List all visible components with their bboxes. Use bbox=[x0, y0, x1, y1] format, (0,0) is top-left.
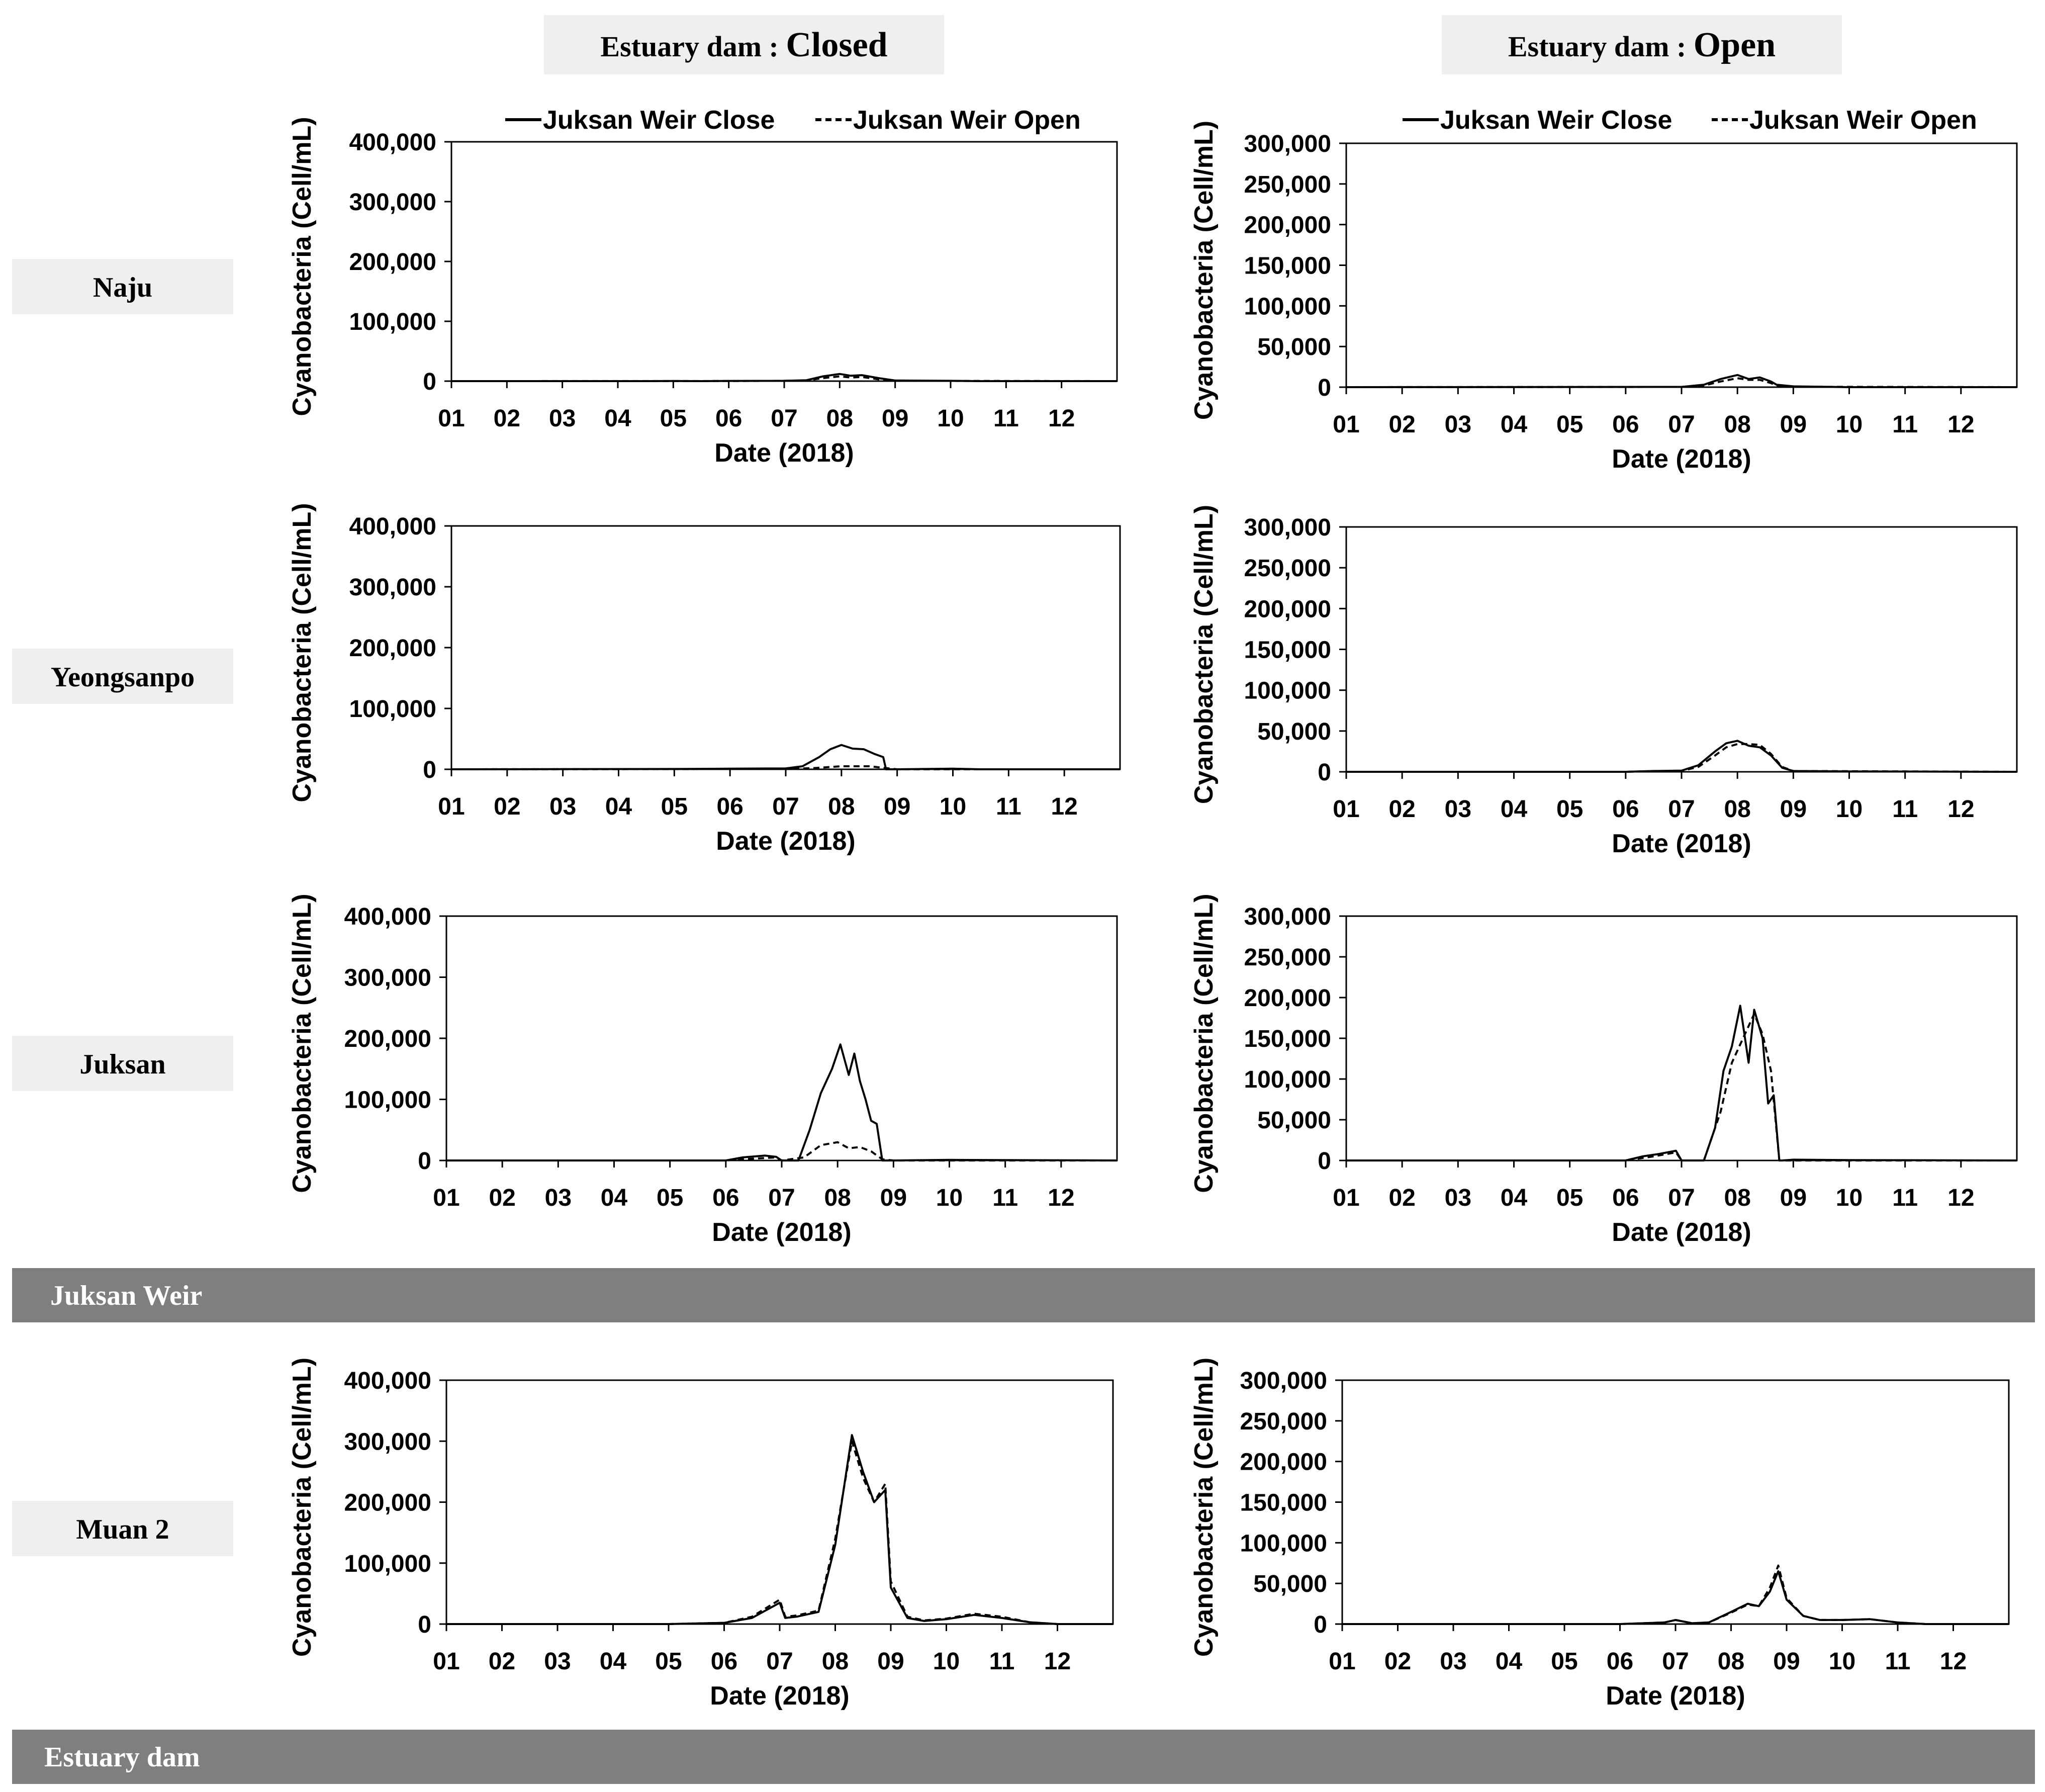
x-axis-label: Date (2018) bbox=[712, 1218, 852, 1247]
series-line-weir-close bbox=[1346, 375, 2017, 387]
y-tick-label: 100,000 bbox=[349, 309, 436, 335]
x-tick-label: 01 bbox=[1333, 411, 1360, 438]
x-tick-label: 01 bbox=[438, 793, 465, 820]
column-header-open-prefix: Estuary dam : bbox=[1508, 30, 1694, 63]
y-tick-label: 300,000 bbox=[1244, 514, 1331, 541]
x-tick-label: 05 bbox=[661, 793, 688, 820]
x-tick-label: 03 bbox=[1444, 1185, 1472, 1211]
y-tick-label: 150,000 bbox=[1244, 252, 1331, 280]
y-tick-label: 0 bbox=[418, 1611, 431, 1638]
series-line-weir-open bbox=[446, 1142, 1117, 1160]
x-axis-label: Date (2018) bbox=[1612, 829, 1751, 858]
x-tick-label: 02 bbox=[1384, 1648, 1412, 1675]
x-tick-label: 08 bbox=[821, 1648, 849, 1675]
series-line-weir-close bbox=[446, 1435, 1113, 1624]
plot-frame bbox=[1342, 1380, 2009, 1624]
y-tick-label: 200,000 bbox=[1244, 212, 1331, 239]
row-label-naju-text: Naju bbox=[92, 272, 153, 303]
section-bar-estuary-dam-text: Estuary dam bbox=[44, 1742, 200, 1773]
y-tick-label: 300,000 bbox=[1244, 131, 1331, 157]
x-tick-label: 08 bbox=[824, 1185, 851, 1211]
series-line-weir-open bbox=[1342, 1566, 2009, 1624]
y-tick-label: 400,000 bbox=[344, 1368, 431, 1394]
x-tick-label: 04 bbox=[605, 793, 632, 820]
x-axis-label: Date (2018) bbox=[716, 827, 856, 856]
x-axis-label: Date (2018) bbox=[714, 438, 854, 468]
x-tick-label: 06 bbox=[1612, 411, 1639, 438]
x-tick-label: 05 bbox=[656, 1185, 684, 1211]
x-tick-label: 02 bbox=[1388, 411, 1416, 438]
y-tick-label: 200,000 bbox=[349, 635, 436, 662]
y-axis-label: Cyanobacteria (Cell/mL) bbox=[288, 1357, 317, 1657]
section-bar-estuary-dam bbox=[12, 1730, 2035, 1784]
plot-frame bbox=[1346, 916, 2017, 1160]
x-tick-label: 02 bbox=[489, 1185, 516, 1211]
y-tick-label: 0 bbox=[1318, 375, 1331, 401]
y-tick-label: 200,000 bbox=[344, 1026, 431, 1052]
series-line-weir-open bbox=[1346, 378, 2017, 387]
x-tick-label: 12 bbox=[1939, 1648, 1967, 1675]
y-tick-label: 300,000 bbox=[1240, 1368, 1327, 1394]
x-tick-label: 08 bbox=[826, 405, 854, 432]
x-tick-label: 07 bbox=[1668, 1185, 1695, 1211]
y-tick-label: 0 bbox=[1318, 1148, 1331, 1175]
series-line-weir-open bbox=[1346, 744, 2017, 772]
x-tick-label: 08 bbox=[1717, 1648, 1745, 1675]
y-tick-label: 100,000 bbox=[1244, 1066, 1331, 1093]
x-tick-label: 06 bbox=[716, 793, 743, 820]
row-label-naju bbox=[12, 259, 233, 314]
column-header-closed bbox=[544, 15, 944, 74]
x-tick-label: 07 bbox=[1668, 796, 1695, 823]
x-tick-label: 10 bbox=[1835, 411, 1863, 438]
y-axis-label: Cyanobacteria (Cell/mL) bbox=[288, 117, 317, 416]
chart-panel-naju-closed bbox=[288, 117, 1117, 468]
x-tick-label: 12 bbox=[1044, 1648, 1071, 1675]
y-axis-label: Cyanobacteria (Cell/mL) bbox=[1189, 1357, 1219, 1657]
x-tick-label: 01 bbox=[1333, 1185, 1360, 1211]
y-tick-label: 300,000 bbox=[344, 964, 431, 992]
x-tick-label: 09 bbox=[877, 1648, 904, 1675]
series-line-weir-close bbox=[1346, 741, 2017, 772]
y-tick-label: 400,000 bbox=[349, 129, 436, 156]
y-tick-label: 250,000 bbox=[1240, 1408, 1327, 1435]
x-tick-label: 06 bbox=[1606, 1648, 1634, 1675]
x-tick-label: 09 bbox=[1773, 1648, 1800, 1675]
legend-open bbox=[1403, 106, 1977, 135]
section-bar-juksan-weir bbox=[12, 1268, 2035, 1322]
y-tick-label: 300,000 bbox=[349, 189, 436, 216]
x-tick-label: 09 bbox=[881, 405, 909, 432]
y-tick-label: 250,000 bbox=[1244, 555, 1331, 582]
plot-frame bbox=[446, 1380, 1113, 1624]
y-tick-label: 200,000 bbox=[349, 249, 436, 276]
x-tick-label: 05 bbox=[1556, 1185, 1584, 1211]
series-line-weir-open bbox=[1346, 1014, 2017, 1160]
x-tick-label: 08 bbox=[828, 793, 855, 820]
y-tick-label: 100,000 bbox=[344, 1087, 431, 1114]
section-bar-estuary-dam-fill bbox=[12, 1730, 2035, 1784]
column-header-open bbox=[1442, 15, 1842, 74]
x-tick-label: 10 bbox=[936, 1185, 963, 1211]
x-tick-label: 12 bbox=[1048, 1185, 1075, 1211]
column-header-closed-label bbox=[600, 26, 887, 64]
y-tick-label: 100,000 bbox=[349, 696, 436, 723]
y-tick-label: 200,000 bbox=[344, 1489, 431, 1516]
x-tick-label: 03 bbox=[1444, 411, 1472, 438]
section-bar-juksan-weir-text: Juksan Weir bbox=[50, 1280, 203, 1311]
series-line-weir-close bbox=[451, 745, 1120, 769]
y-tick-label: 150,000 bbox=[1244, 1026, 1331, 1052]
x-tick-label: 08 bbox=[1724, 411, 1751, 438]
chart-panel-juksan-open bbox=[1189, 893, 2017, 1247]
x-tick-label: 11 bbox=[993, 405, 1019, 432]
x-tick-label: 12 bbox=[1947, 1185, 1975, 1211]
y-tick-label: 50,000 bbox=[1257, 1107, 1331, 1134]
y-tick-label: 200,000 bbox=[1244, 596, 1331, 623]
y-tick-label: 400,000 bbox=[344, 904, 431, 930]
y-tick-label: 50,000 bbox=[1253, 1571, 1327, 1598]
y-tick-label: 100,000 bbox=[1244, 677, 1331, 704]
x-axis-label: Date (2018) bbox=[710, 1681, 850, 1711]
x-tick-label: 04 bbox=[1495, 1648, 1523, 1675]
legend-closed bbox=[505, 106, 1081, 135]
y-tick-label: 100,000 bbox=[1244, 293, 1331, 320]
y-tick-label: 0 bbox=[423, 369, 436, 395]
x-tick-label: 12 bbox=[1947, 411, 1975, 438]
x-tick-label: 09 bbox=[1780, 796, 1807, 823]
x-tick-label: 04 bbox=[599, 1648, 627, 1675]
chart-panel-juksan-closed bbox=[288, 893, 1117, 1247]
chart-panel-naju-open bbox=[1189, 121, 2017, 474]
y-tick-label: 0 bbox=[1314, 1611, 1327, 1638]
plot-frame bbox=[451, 526, 1120, 769]
x-tick-label: 04 bbox=[604, 405, 631, 432]
x-tick-label: 03 bbox=[1444, 796, 1472, 823]
y-tick-label: 50,000 bbox=[1257, 334, 1331, 361]
y-tick-label: 0 bbox=[418, 1148, 431, 1175]
x-tick-label: 05 bbox=[1551, 1648, 1578, 1675]
y-tick-label: 150,000 bbox=[1240, 1489, 1327, 1516]
y-tick-label: 200,000 bbox=[1244, 985, 1331, 1012]
x-tick-label: 07 bbox=[766, 1648, 793, 1675]
plot-frame bbox=[1346, 527, 2017, 772]
x-tick-label: 04 bbox=[1500, 411, 1528, 438]
y-axis-label: Cyanobacteria (Cell/mL) bbox=[1189, 504, 1219, 804]
x-tick-label: 10 bbox=[933, 1648, 960, 1675]
section-bar-juksan-weir-fill bbox=[12, 1268, 2035, 1322]
x-tick-label: 02 bbox=[1388, 1185, 1416, 1211]
x-tick-label: 08 bbox=[1724, 796, 1751, 823]
legend-open-entry-solid: Juksan Weir Close bbox=[1440, 106, 1672, 135]
x-tick-label: 01 bbox=[1333, 796, 1360, 823]
x-tick-label: 11 bbox=[1892, 1185, 1918, 1211]
plot-frame bbox=[446, 916, 1117, 1160]
x-tick-label: 11 bbox=[1892, 796, 1918, 823]
x-tick-label: 02 bbox=[494, 793, 521, 820]
row-label-juksan-text: Juksan bbox=[79, 1049, 166, 1080]
x-tick-label: 04 bbox=[1500, 796, 1528, 823]
x-tick-label: 09 bbox=[880, 1185, 907, 1211]
x-tick-label: 01 bbox=[1329, 1648, 1356, 1675]
y-tick-label: 100,000 bbox=[1240, 1530, 1327, 1557]
x-tick-label: 06 bbox=[715, 405, 742, 432]
x-tick-label: 04 bbox=[1500, 1185, 1528, 1211]
x-tick-label: 10 bbox=[939, 793, 967, 820]
y-tick-label: 250,000 bbox=[1244, 171, 1331, 198]
x-tick-label: 12 bbox=[1048, 405, 1075, 432]
column-header-open-label bbox=[1508, 26, 1776, 64]
x-tick-label: 02 bbox=[488, 1648, 516, 1675]
series-line-weir-open bbox=[446, 1441, 1113, 1624]
y-tick-label: 200,000 bbox=[1240, 1449, 1327, 1476]
row-label-juksan bbox=[12, 1036, 233, 1091]
x-tick-label: 05 bbox=[1556, 411, 1584, 438]
x-axis-label: Date (2018) bbox=[1612, 1218, 1751, 1247]
legend-closed-entry-dashed: Juksan Weir Open bbox=[853, 106, 1081, 135]
column-header-closed-state: Closed bbox=[786, 26, 888, 64]
column-header-closed-prefix: Estuary dam : bbox=[600, 30, 786, 63]
column-header-open-state: Open bbox=[1693, 26, 1776, 64]
legend-closed-entry-solid: Juksan Weir Close bbox=[543, 106, 775, 135]
x-tick-label: 03 bbox=[544, 1648, 571, 1675]
x-tick-label: 02 bbox=[493, 405, 521, 432]
y-tick-label: 50,000 bbox=[1257, 718, 1331, 745]
x-tick-label: 03 bbox=[549, 793, 577, 820]
x-tick-label: 05 bbox=[660, 405, 687, 432]
x-tick-label: 10 bbox=[1835, 796, 1863, 823]
x-tick-label: 10 bbox=[1835, 1185, 1863, 1211]
legend-open-entry-dashed: Juksan Weir Open bbox=[1749, 106, 1977, 135]
plot-frame bbox=[451, 142, 1117, 381]
x-tick-label: 11 bbox=[989, 1648, 1015, 1675]
x-tick-label: 12 bbox=[1947, 796, 1975, 823]
x-tick-label: 01 bbox=[433, 1648, 460, 1675]
y-tick-label: 300,000 bbox=[349, 574, 436, 601]
x-tick-label: 11 bbox=[1892, 411, 1918, 438]
x-tick-label: 06 bbox=[1612, 1185, 1639, 1211]
x-axis-label: Date (2018) bbox=[1606, 1681, 1745, 1711]
row-label-yeongsanpo-text: Yeongsanpo bbox=[50, 662, 195, 693]
x-tick-label: 02 bbox=[1388, 796, 1416, 823]
row-label-yeongsanpo bbox=[12, 649, 233, 704]
y-tick-label: 300,000 bbox=[344, 1428, 431, 1456]
x-tick-label: 09 bbox=[883, 793, 911, 820]
x-tick-label: 09 bbox=[1780, 411, 1807, 438]
x-tick-label: 06 bbox=[712, 1185, 739, 1211]
x-tick-label: 06 bbox=[710, 1648, 738, 1675]
x-tick-label: 07 bbox=[771, 405, 798, 432]
series-line-weir-close bbox=[446, 1044, 1117, 1160]
x-tick-label: 07 bbox=[768, 1185, 795, 1211]
x-tick-label: 05 bbox=[1556, 796, 1584, 823]
y-tick-label: 150,000 bbox=[1244, 637, 1331, 664]
x-tick-label: 08 bbox=[1724, 1185, 1751, 1211]
x-tick-label: 03 bbox=[548, 405, 576, 432]
x-tick-label: 10 bbox=[1828, 1648, 1856, 1675]
y-axis-label: Cyanobacteria (Cell/mL) bbox=[288, 503, 317, 802]
row-label-muan2-text: Muan 2 bbox=[76, 1514, 169, 1545]
y-axis-label: Cyanobacteria (Cell/mL) bbox=[1189, 893, 1219, 1193]
y-tick-label: 400,000 bbox=[349, 513, 436, 540]
x-tick-label: 09 bbox=[1780, 1185, 1807, 1211]
plot-frame bbox=[1346, 143, 2017, 387]
x-tick-label: 07 bbox=[772, 793, 799, 820]
chart-panel-yeongsanpo-open bbox=[1189, 505, 2017, 858]
x-tick-label: 06 bbox=[1612, 796, 1639, 823]
x-tick-label: 11 bbox=[995, 793, 1021, 820]
x-axis-label: Date (2018) bbox=[1612, 444, 1751, 474]
x-tick-label: 03 bbox=[544, 1185, 572, 1211]
series-line-weir-close bbox=[1342, 1571, 2009, 1624]
x-tick-label: 04 bbox=[600, 1185, 628, 1211]
x-tick-label: 10 bbox=[937, 405, 964, 432]
y-axis-label: Cyanobacteria (Cell/mL) bbox=[1189, 120, 1219, 420]
chart-panel-muan2-closed bbox=[288, 1358, 1113, 1711]
x-tick-label: 11 bbox=[992, 1185, 1018, 1211]
x-tick-label: 01 bbox=[438, 405, 465, 432]
y-tick-label: 0 bbox=[1318, 759, 1331, 786]
x-tick-label: 07 bbox=[1662, 1648, 1689, 1675]
row-label-muan2 bbox=[12, 1501, 233, 1556]
chart-panel-muan2-open bbox=[1189, 1358, 2009, 1711]
y-tick-label: 250,000 bbox=[1244, 944, 1331, 971]
y-axis-label: Cyanobacteria (Cell/mL) bbox=[288, 893, 317, 1193]
x-tick-label: 03 bbox=[1440, 1648, 1467, 1675]
chart-panel-yeongsanpo-closed bbox=[288, 503, 1120, 856]
series-line-weir-close bbox=[1346, 1006, 2017, 1160]
x-tick-label: 05 bbox=[655, 1648, 682, 1675]
x-tick-label: 01 bbox=[433, 1185, 460, 1211]
y-tick-label: 300,000 bbox=[1244, 904, 1331, 930]
x-tick-label: 11 bbox=[1885, 1648, 1911, 1675]
y-tick-label: 0 bbox=[423, 757, 436, 783]
x-tick-label: 12 bbox=[1051, 793, 1078, 820]
x-tick-label: 07 bbox=[1668, 411, 1695, 438]
y-tick-label: 100,000 bbox=[344, 1550, 431, 1577]
